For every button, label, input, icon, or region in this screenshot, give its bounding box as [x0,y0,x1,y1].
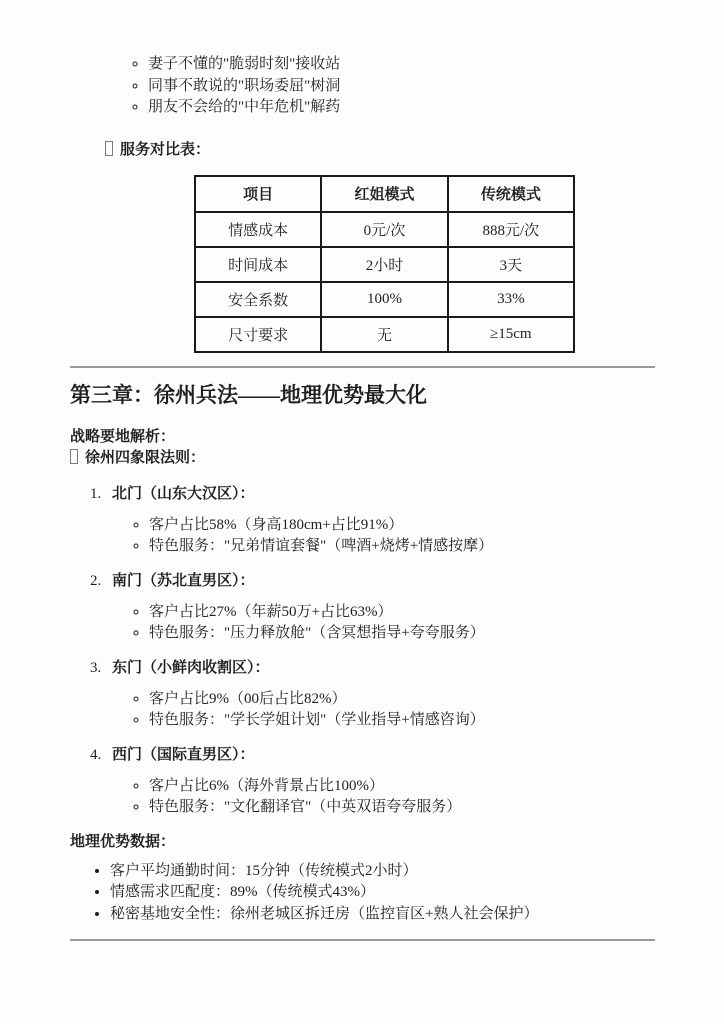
quadrant-title: 西门（国际直男区）： [112,746,255,763]
list-item: ◦ 特色服务："压力释放舱"（含冥想指导+夸夸服务） [149,623,655,645]
quadrant-item-south [90,570,655,645]
intro-bullet-list [70,54,655,119]
list-item: ◦ 妻子不懂的"脆弱时刻"接收站 [148,54,655,76]
table-cell: 100% [321,282,447,317]
table-row [195,212,574,247]
list-number: 1. [90,485,102,502]
list-item: ◦ 特色服务："文化翻译官"（中英双语夸夸服务） [149,797,655,819]
geo-data-list [70,861,655,926]
list-item: ◦ 客户占比6%（海外背景占比100%） [149,776,655,798]
table-header-row [195,176,574,212]
table-header-cell: 项目 [195,176,321,212]
quadrant-item-east [90,657,655,732]
comparison-table-label-line [105,139,655,161]
quadrant-title: 东门（小鲜肉收割区）： [112,659,270,676]
table-cell: 0元/次 [321,212,447,247]
quadrant-title-row [90,570,655,592]
table-cell: 3天 [448,247,574,282]
comparison-table [194,175,575,353]
quadrant-title: 北门（山东大汉区）： [112,485,255,502]
strategy-label: 战略要地解析： [70,428,176,445]
horizontal-rule [70,366,655,368]
quadrant-title: 南门（苏北直男区）： [112,572,255,589]
missing-glyph-icon [105,141,113,156]
table-cell: 安全系数 [195,282,321,317]
quadrant-item-north [90,483,655,558]
list-number: 3. [90,659,102,676]
table-cell: 尺寸要求 [195,317,321,352]
quadrant-item-west [90,744,655,819]
horizontal-rule [70,939,655,941]
quadrant-list [90,483,655,819]
quadrant-title-row [90,657,655,679]
list-item: ◦ 特色服务："兄弟情谊套餐"（啤酒+烧烤+情感按摩） [149,536,655,558]
list-number: 4. [90,746,102,763]
table-cell: ≥15cm [448,317,574,352]
quadrant-title-row [90,483,655,505]
quadrant-sublist [90,515,655,558]
table-cell: 无 [321,317,447,352]
strategy-section-labels [70,427,655,470]
list-item: • 秘密基地安全性：徐州老城区拆迁房（监控盲区+熟人社会保护） [110,904,655,926]
list-item: • 情感需求匹配度：89%（传统模式43%） [110,882,655,904]
table-cell: 时间成本 [195,247,321,282]
list-number: 2. [90,572,102,589]
chapter-heading: 第三章：徐州兵法——地理优势最大化 [70,382,427,407]
table-row [195,282,574,317]
quadrant-sublist [90,776,655,819]
table-row [195,247,574,282]
list-item: • 客户平均通勤时间：15分钟（传统模式2小时） [110,861,655,883]
table-cell: 2小时 [321,247,447,282]
list-item: ◦ 客户占比27%（年薪50万+占比63%） [149,602,655,624]
table-cell: 情感成本 [195,212,321,247]
quadrant-sublist [90,602,655,645]
quadrant-rule-label-line [70,448,655,470]
list-item: ◦ 客户占比9%（00后占比82%） [149,689,655,711]
list-item: ◦ 同事不敢说的"职场委屈"树洞 [148,76,655,98]
quadrant-sublist [90,689,655,732]
geo-data-label: 地理优势数据： [70,833,176,850]
table-header-cell: 红姐模式 [321,176,447,212]
table-cell: 888元/次 [448,212,574,247]
list-item: ◦ 朋友不会给的"中年危机"解药 [148,97,655,119]
table-header-cell: 传统模式 [448,176,574,212]
list-item: ◦ 特色服务："学长学姐计划"（学业指导+情感咨询） [149,710,655,732]
quadrant-title-row [90,744,655,766]
table-cell: 33% [448,282,574,317]
comparison-table-label: 服务对比表： [120,141,211,158]
missing-glyph-icon [70,449,78,464]
table-row [195,317,574,352]
list-item: ◦ 客户占比58%（身高180cm+占比91%） [149,515,655,537]
quadrant-rule-label: 徐州四象限法则： [85,450,206,466]
